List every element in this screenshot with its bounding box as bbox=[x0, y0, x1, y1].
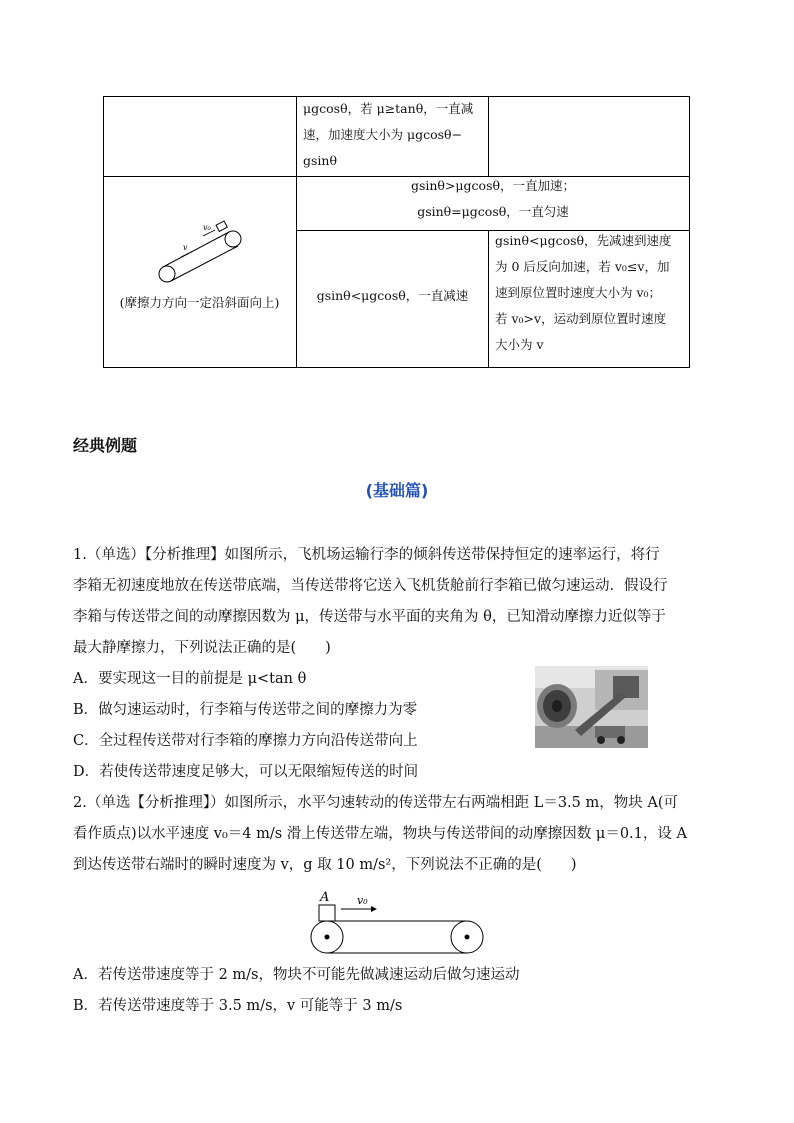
row3-mid-cell: gsinθ<μgcosθ，一直减速 bbox=[316, 288, 469, 303]
block-a-label: A bbox=[320, 890, 330, 905]
question-line: 李箱与传送带之间的动摩擦因数为 μ，传送带与水平面的夹角为 θ，已知滑动摩擦力近似等于 bbox=[73, 609, 666, 625]
horizontal-belt-diagram bbox=[305, 885, 490, 957]
question-2-stem bbox=[73, 788, 723, 881]
cell-line: 速，加速度大小为 μgcosθ− bbox=[303, 127, 463, 142]
airport-conveyor-photo bbox=[535, 666, 648, 748]
question-line: 2.（单选【分析推理】）如图所示，水平匀速转动的传送带左右两端相距 L＝3.5 m，物块 A(可 bbox=[73, 795, 678, 811]
q1-option-a: A．要实现这一目的前提是 μ<tan θ bbox=[73, 671, 307, 687]
q2-option-b: B．若传送带速度等于 3.5 m/s，v 可能等于 3 m/s bbox=[73, 998, 403, 1014]
v0-label: v₀ bbox=[357, 894, 368, 907]
row3-right-cell bbox=[495, 228, 689, 358]
row2-label: (摩擦力方向一定沿斜面向上) bbox=[119, 295, 280, 310]
cell-line: gsinθ>μgcosθ，一直加速； bbox=[410, 178, 576, 193]
cell-line: gsinθ=μgcosθ，一直匀速 bbox=[417, 204, 569, 219]
q1-option-c: C．全过程传送带对行李箱的摩擦力方向沿传送带向上 bbox=[73, 733, 418, 749]
question-line: 看作质点)以水平速度 v₀＝4 m/s 滑上传送带左端，物块与传送带间的动摩擦因数 μ＝0.1，设 A bbox=[73, 826, 687, 842]
row1-mid-cell bbox=[303, 96, 488, 174]
comparison-table bbox=[103, 96, 690, 368]
question-line: 最大静摩擦力，下列说法正确的是( ) bbox=[73, 640, 331, 656]
question-line: 到达传送带右端时的瞬时速度为 v，g 取 10 m/s²，下列说法不正确的是( ) bbox=[73, 857, 577, 873]
q1-option-b: B．做匀速运动时，行李箱与传送带之间的摩擦力为零 bbox=[73, 702, 418, 718]
cell-line: 若 v₀>v，运动到原位置时速度 bbox=[495, 311, 667, 326]
cell-line: gsinθ bbox=[303, 153, 337, 168]
cell-line: 为 0 后反向加速，若 v₀≤v，加 bbox=[495, 259, 670, 274]
v0-label: v₀ bbox=[203, 223, 211, 232]
q1-option-d: D．若使传送带速度足够大，可以无限缩短传送的时间 bbox=[73, 764, 419, 780]
row2-top-cell bbox=[297, 173, 689, 225]
cell-line: 速到原位置时速度大小为 v₀； bbox=[495, 285, 662, 300]
v-label: v bbox=[183, 243, 188, 252]
subtitle: (基础篇) bbox=[365, 481, 429, 500]
cell-line: gsinθ<μgcosθ，先减速到速度 bbox=[495, 233, 672, 248]
cell-line: 大小为 v bbox=[495, 337, 544, 352]
inclined-belt-diagram bbox=[153, 216, 253, 288]
section-title: 经典例题 bbox=[73, 436, 138, 455]
question-line: 1.（单选）【分析推理】如图所示，飞机场运输行李的倾斜传送带保持恒定的速率运行，将行 bbox=[73, 547, 660, 563]
question-line: 李箱无初速度地放在传送带底端，当传送带将它送入飞机货舱前行李箱已做匀速运动．假设行 bbox=[73, 578, 668, 594]
question-1-stem bbox=[73, 540, 723, 664]
q2-option-a: A．若传送带速度等于 2 m/s，物块不可能先做减速运动后做匀速运动 bbox=[73, 967, 520, 983]
cell-line: μgcosθ，若 μ≥tanθ，一直减 bbox=[303, 101, 474, 116]
